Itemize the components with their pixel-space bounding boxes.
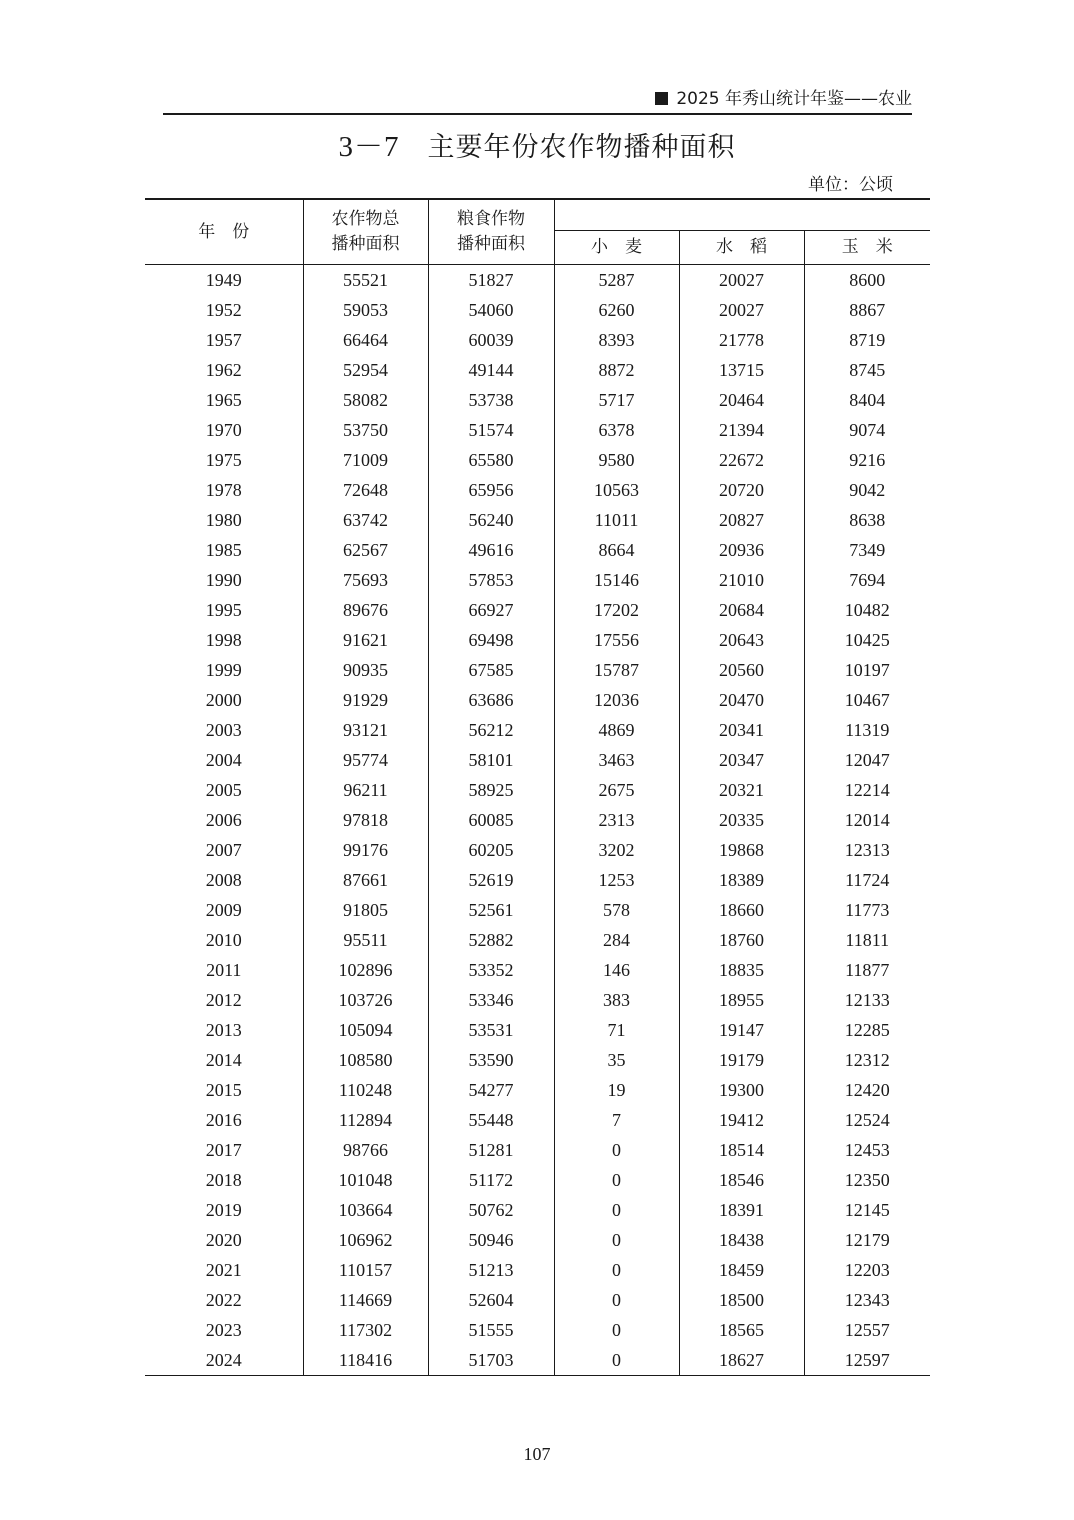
cell-grain: 52604: [428, 1285, 554, 1315]
table-body: [145, 265, 930, 1376]
cell-grain: 51574: [428, 415, 554, 445]
cell-corn: 12145: [844, 1200, 890, 1220]
cell-grain: 52882: [428, 925, 554, 955]
cell-grain: 50762: [428, 1195, 554, 1225]
cell-year: 2003: [145, 715, 303, 745]
cell-total: 93121: [303, 715, 428, 745]
column-header-corn: 玉 米: [804, 231, 930, 265]
cell-year: 2010: [145, 925, 303, 955]
cell-wheat: 1253: [554, 865, 679, 895]
cell-year: 2016: [145, 1105, 303, 1135]
cell-corn: 12343: [844, 1290, 890, 1310]
column-header-wheat: 小 麦: [554, 231, 679, 265]
cell-total: 91805: [303, 895, 428, 925]
cell-rice: 20464: [679, 385, 804, 415]
cell-total: 108580: [303, 1045, 428, 1075]
cell-rice: 20341: [679, 715, 804, 745]
running-header-text: 2025 年秀山统计年鉴——农业: [676, 89, 912, 109]
table-row: [145, 985, 930, 1015]
cell-rice: 20560: [679, 655, 804, 685]
cell-rice: 19868: [679, 835, 804, 865]
cell-grain: 57853: [428, 565, 554, 595]
cell-corn: 11773: [845, 900, 890, 920]
column-header-total-area: [303, 199, 428, 265]
cell-rice: 20720: [679, 475, 804, 505]
column-header-total-line1: 农作物总: [331, 209, 400, 229]
cell-total: 58082: [303, 385, 428, 415]
cell-total: 55521: [303, 265, 428, 296]
cell-total: 118416: [303, 1345, 428, 1376]
column-header-grain-area: [428, 199, 554, 265]
cell-grain: 51555: [428, 1315, 554, 1345]
column-header-grain-line2: 播种面积: [457, 234, 525, 254]
cell-grain: 49144: [428, 355, 554, 385]
cell-grain: 52561: [428, 895, 554, 925]
table-row: [145, 1225, 930, 1255]
cell-rice: 18389: [679, 865, 804, 895]
header-rule: [163, 113, 912, 115]
cell-rice: 20027: [679, 265, 804, 296]
cell-grain: 53352: [428, 955, 554, 985]
cell-wheat: 0: [554, 1285, 679, 1315]
table-row: [145, 265, 930, 296]
cell-year: 2014: [145, 1045, 303, 1075]
cell-corn: 12420: [844, 1080, 890, 1100]
cell-wheat: 71: [554, 1015, 679, 1045]
cell-rice: 18835: [679, 955, 804, 985]
cell-rice: 19412: [679, 1105, 804, 1135]
cell-year: 2015: [145, 1075, 303, 1105]
cell-rice: 20827: [679, 505, 804, 535]
cell-year: 2006: [145, 805, 303, 835]
cell-year: 2017: [145, 1135, 303, 1165]
cell-rice: 18565: [679, 1315, 804, 1345]
cell-total: 89676: [303, 595, 428, 625]
cell-wheat: 17556: [554, 625, 679, 655]
cell-corn: 10425: [844, 630, 890, 650]
cell-corn: 9074: [849, 420, 886, 440]
cell-corn: 8600: [849, 270, 886, 290]
column-header-rice: 水 稻: [679, 231, 804, 265]
cell-grain: 56240: [428, 505, 554, 535]
cell-grain: 53738: [428, 385, 554, 415]
cell-rice: 19179: [679, 1045, 804, 1075]
cell-total: 95774: [303, 745, 428, 775]
cell-grain: 49616: [428, 535, 554, 565]
cell-year: 2009: [145, 895, 303, 925]
cell-grain: 67585: [428, 655, 554, 685]
cell-corn: 12453: [844, 1140, 890, 1160]
table-row: [145, 865, 930, 895]
cell-year: 2013: [145, 1015, 303, 1045]
cell-total: 96211: [303, 775, 428, 805]
column-header-year: 年 份: [145, 199, 303, 265]
cell-total: 97818: [303, 805, 428, 835]
cell-total: 103664: [303, 1195, 428, 1225]
cell-year: 1990: [145, 565, 303, 595]
cell-total: 63742: [303, 505, 428, 535]
cell-corn: 10467: [844, 690, 890, 710]
cell-year: 1985: [145, 535, 303, 565]
cell-wheat: 3202: [554, 835, 679, 865]
cell-year: 1957: [145, 325, 303, 355]
column-header-grain-line1: 粮食作物: [457, 209, 525, 229]
table-row: [145, 325, 930, 355]
cell-corn: 7349: [849, 540, 886, 560]
cell-wheat: 4869: [554, 715, 679, 745]
black-square-icon: [655, 92, 668, 105]
cell-year: 2020: [145, 1225, 303, 1255]
cell-wheat: 6378: [554, 415, 679, 445]
cell-grain: 63686: [428, 685, 554, 715]
cell-wheat: 10563: [554, 475, 679, 505]
cell-grain: 51281: [428, 1135, 554, 1165]
cell-rice: 18955: [679, 985, 804, 1015]
cell-corn: 12014: [844, 810, 890, 830]
cell-wheat: 15146: [554, 565, 679, 595]
cell-rice: 20470: [679, 685, 804, 715]
table-row: [145, 475, 930, 505]
cell-year: 1998: [145, 625, 303, 655]
cell-total: 91621: [303, 625, 428, 655]
table-row: [145, 775, 930, 805]
cell-year: 2019: [145, 1195, 303, 1225]
cell-grain: 51213: [428, 1255, 554, 1285]
cell-corn: 12047: [844, 750, 890, 770]
cell-year: 1975: [145, 445, 303, 475]
cell-rice: 18500: [679, 1285, 804, 1315]
cell-total: 87661: [303, 865, 428, 895]
cell-total: 112894: [303, 1105, 428, 1135]
cell-corn: 12597: [844, 1350, 890, 1370]
table-row: [145, 355, 930, 385]
cell-rice: 22672: [679, 445, 804, 475]
cell-total: 99176: [303, 835, 428, 865]
cell-year: 2005: [145, 775, 303, 805]
cell-wheat: 8393: [554, 325, 679, 355]
cell-corn: 12179: [844, 1230, 890, 1250]
cell-corn: 8867: [849, 300, 886, 320]
cell-year: 2018: [145, 1165, 303, 1195]
cell-total: 110248: [303, 1075, 428, 1105]
cell-year: 2011: [145, 955, 303, 985]
cell-grain: 69498: [428, 625, 554, 655]
cell-rice: 20684: [679, 595, 804, 625]
table-row: [145, 1165, 930, 1195]
column-header-total-line2: 播种面积: [331, 234, 400, 254]
cell-grain: 66927: [428, 595, 554, 625]
cell-grain: 53346: [428, 985, 554, 1015]
cell-wheat: 5717: [554, 385, 679, 415]
cell-wheat: 0: [554, 1135, 679, 1165]
cell-grain: 51703: [428, 1345, 554, 1376]
cell-rice: 18660: [679, 895, 804, 925]
cell-wheat: 578: [554, 895, 679, 925]
cell-corn: 8638: [849, 510, 886, 530]
cell-year: 2022: [145, 1285, 303, 1315]
cell-rice: 20321: [679, 775, 804, 805]
table-row: [145, 565, 930, 595]
cell-grain: 60205: [428, 835, 554, 865]
table-row: [145, 385, 930, 415]
table-row: [145, 1105, 930, 1135]
table-row: [145, 445, 930, 475]
cell-wheat: 35: [554, 1045, 679, 1075]
cell-total: 75693: [303, 565, 428, 595]
cell-corn: 8404: [849, 390, 886, 410]
crop-area-table: [145, 198, 930, 1376]
cell-wheat: 0: [554, 1255, 679, 1285]
cell-rice: 21778: [679, 325, 804, 355]
cell-corn: 12285: [844, 1020, 890, 1040]
running-header: [163, 88, 912, 110]
cell-total: 95511: [303, 925, 428, 955]
cell-year: 1962: [145, 355, 303, 385]
table-row: [145, 295, 930, 325]
cell-total: 91929: [303, 685, 428, 715]
cell-year: 2008: [145, 865, 303, 895]
cell-rice: 20027: [679, 295, 804, 325]
unit-label: 单位：公顷: [808, 175, 893, 195]
cell-wheat: 0: [554, 1195, 679, 1225]
cell-corn: 7694: [849, 570, 886, 590]
cell-corn: 12203: [844, 1260, 890, 1280]
cell-total: 62567: [303, 535, 428, 565]
cell-wheat: 5287: [554, 265, 679, 296]
cell-rice: 21010: [679, 565, 804, 595]
cell-wheat: 284: [554, 925, 679, 955]
cell-year: 2012: [145, 985, 303, 1015]
table-row: [145, 1015, 930, 1045]
cell-corn: 12312: [844, 1050, 890, 1070]
cell-year: 1995: [145, 595, 303, 625]
cell-grain: 56212: [428, 715, 554, 745]
cell-total: 59053: [303, 295, 428, 325]
cell-wheat: 15787: [554, 655, 679, 685]
table-row: [145, 805, 930, 835]
cell-total: 117302: [303, 1315, 428, 1345]
cell-grain: 54277: [428, 1075, 554, 1105]
cell-corn: 10482: [844, 600, 890, 620]
table-row: [145, 895, 930, 925]
cell-rice: 21394: [679, 415, 804, 445]
cell-grain: 58925: [428, 775, 554, 805]
table-row: [145, 745, 930, 775]
table-row: [145, 1195, 930, 1225]
cell-wheat: 2313: [554, 805, 679, 835]
cell-rice: 20335: [679, 805, 804, 835]
cell-wheat: 2675: [554, 775, 679, 805]
cell-grain: 65580: [428, 445, 554, 475]
cell-year: 2004: [145, 745, 303, 775]
cell-wheat: 19: [554, 1075, 679, 1105]
cell-corn: 12313: [844, 840, 890, 860]
table-row: [145, 1075, 930, 1105]
cell-total: 53750: [303, 415, 428, 445]
cell-rice: 19147: [679, 1015, 804, 1045]
cell-rice: 20347: [679, 745, 804, 775]
cell-total: 101048: [303, 1165, 428, 1195]
cell-total: 52954: [303, 355, 428, 385]
cell-grain: 53590: [428, 1045, 554, 1075]
cell-corn: 9216: [849, 450, 886, 470]
cell-total: 71009: [303, 445, 428, 475]
cell-wheat: 0: [554, 1165, 679, 1195]
cell-grain: 65956: [428, 475, 554, 505]
cell-year: 2007: [145, 835, 303, 865]
cell-rice: 18459: [679, 1255, 804, 1285]
cell-total: 90935: [303, 655, 428, 685]
cell-year: 1980: [145, 505, 303, 535]
cell-year: 1949: [145, 265, 303, 296]
table-row: [145, 955, 930, 985]
cell-corn: 11811: [845, 930, 890, 950]
cell-year: 2023: [145, 1315, 303, 1345]
cell-rice: 18391: [679, 1195, 804, 1225]
table-number: 3－7: [338, 131, 400, 163]
cell-rice: 18760: [679, 925, 804, 955]
column-group-header: [554, 199, 930, 231]
cell-grain: 54060: [428, 295, 554, 325]
cell-total: 98766: [303, 1135, 428, 1165]
cell-corn: 12133: [844, 990, 890, 1010]
cell-grain: 58101: [428, 745, 554, 775]
cell-corn: 10197: [844, 660, 890, 680]
cell-wheat: 11011: [554, 505, 679, 535]
cell-corn: 11877: [845, 960, 890, 980]
cell-grain: 60085: [428, 805, 554, 835]
table-row: [145, 835, 930, 865]
cell-grain: 60039: [428, 325, 554, 355]
cell-rice: 19300: [679, 1075, 804, 1105]
cell-wheat: 383: [554, 985, 679, 1015]
table-row: [145, 625, 930, 655]
cell-total: 66464: [303, 325, 428, 355]
table-row: [145, 1135, 930, 1165]
cell-grain: 53531: [428, 1015, 554, 1045]
cell-corn: 12557: [844, 1320, 890, 1340]
cell-total: 72648: [303, 475, 428, 505]
cell-wheat: 3463: [554, 745, 679, 775]
table-row: [145, 1255, 930, 1285]
cell-grain: 51827: [428, 265, 554, 296]
cell-total: 103726: [303, 985, 428, 1015]
table-row: [145, 925, 930, 955]
cell-year: 1999: [145, 655, 303, 685]
cell-corn: 8719: [849, 330, 886, 350]
cell-year: 1952: [145, 295, 303, 325]
table-row: [145, 535, 930, 565]
cell-rice: 18546: [679, 1165, 804, 1195]
cell-rice: 20643: [679, 625, 804, 655]
cell-rice: 20936: [679, 535, 804, 565]
cell-corn: 9042: [849, 480, 886, 500]
table-row: [145, 1045, 930, 1075]
cell-wheat: 6260: [554, 295, 679, 325]
cell-total: 114669: [303, 1285, 428, 1315]
cell-wheat: 9580: [554, 445, 679, 475]
table-row: [145, 655, 930, 685]
table-row: [145, 415, 930, 445]
cell-wheat: 17202: [554, 595, 679, 625]
cell-corn: 12524: [844, 1110, 890, 1130]
table-row: [145, 685, 930, 715]
table-row: [145, 1345, 930, 1376]
table-title-text: 主要年份农作物播种面积: [427, 132, 736, 163]
cell-total: 105094: [303, 1015, 428, 1045]
cell-grain: 50946: [428, 1225, 554, 1255]
cell-grain: 55448: [428, 1105, 554, 1135]
cell-year: 1978: [145, 475, 303, 505]
cell-wheat: 7: [554, 1105, 679, 1135]
cell-total: 106962: [303, 1225, 428, 1255]
table-row: [145, 1315, 930, 1345]
cell-wheat: 8872: [554, 355, 679, 385]
cell-corn: 12350: [844, 1170, 890, 1190]
cell-grain: 51172: [428, 1165, 554, 1195]
cell-rice: 18438: [679, 1225, 804, 1255]
table-row: [145, 715, 930, 745]
cell-wheat: 12036: [554, 685, 679, 715]
cell-grain: 52619: [428, 865, 554, 895]
table-row: [145, 1285, 930, 1315]
cell-year: 2024: [145, 1345, 303, 1376]
table-row: [145, 505, 930, 535]
cell-total: 110157: [303, 1255, 428, 1285]
cell-rice: 18514: [679, 1135, 804, 1165]
cell-corn: 12214: [844, 780, 890, 800]
cell-year: 1965: [145, 385, 303, 415]
cell-wheat: 146: [554, 955, 679, 985]
table-row: [145, 595, 930, 625]
cell-wheat: 0: [554, 1345, 679, 1376]
cell-wheat: 0: [554, 1225, 679, 1255]
cell-year: 2000: [145, 685, 303, 715]
cell-corn: 11319: [845, 720, 890, 740]
cell-corn: 8745: [849, 360, 886, 380]
cell-total: 102896: [303, 955, 428, 985]
cell-rice: 13715: [679, 355, 804, 385]
cell-year: 1970: [145, 415, 303, 445]
cell-rice: 18627: [679, 1345, 804, 1376]
cell-wheat: 0: [554, 1315, 679, 1345]
cell-corn: 11724: [845, 870, 890, 890]
table-title: [0, 127, 1074, 168]
page-number: 107: [523, 1444, 551, 1464]
cell-wheat: 8664: [554, 535, 679, 565]
cell-year: 2021: [145, 1255, 303, 1285]
